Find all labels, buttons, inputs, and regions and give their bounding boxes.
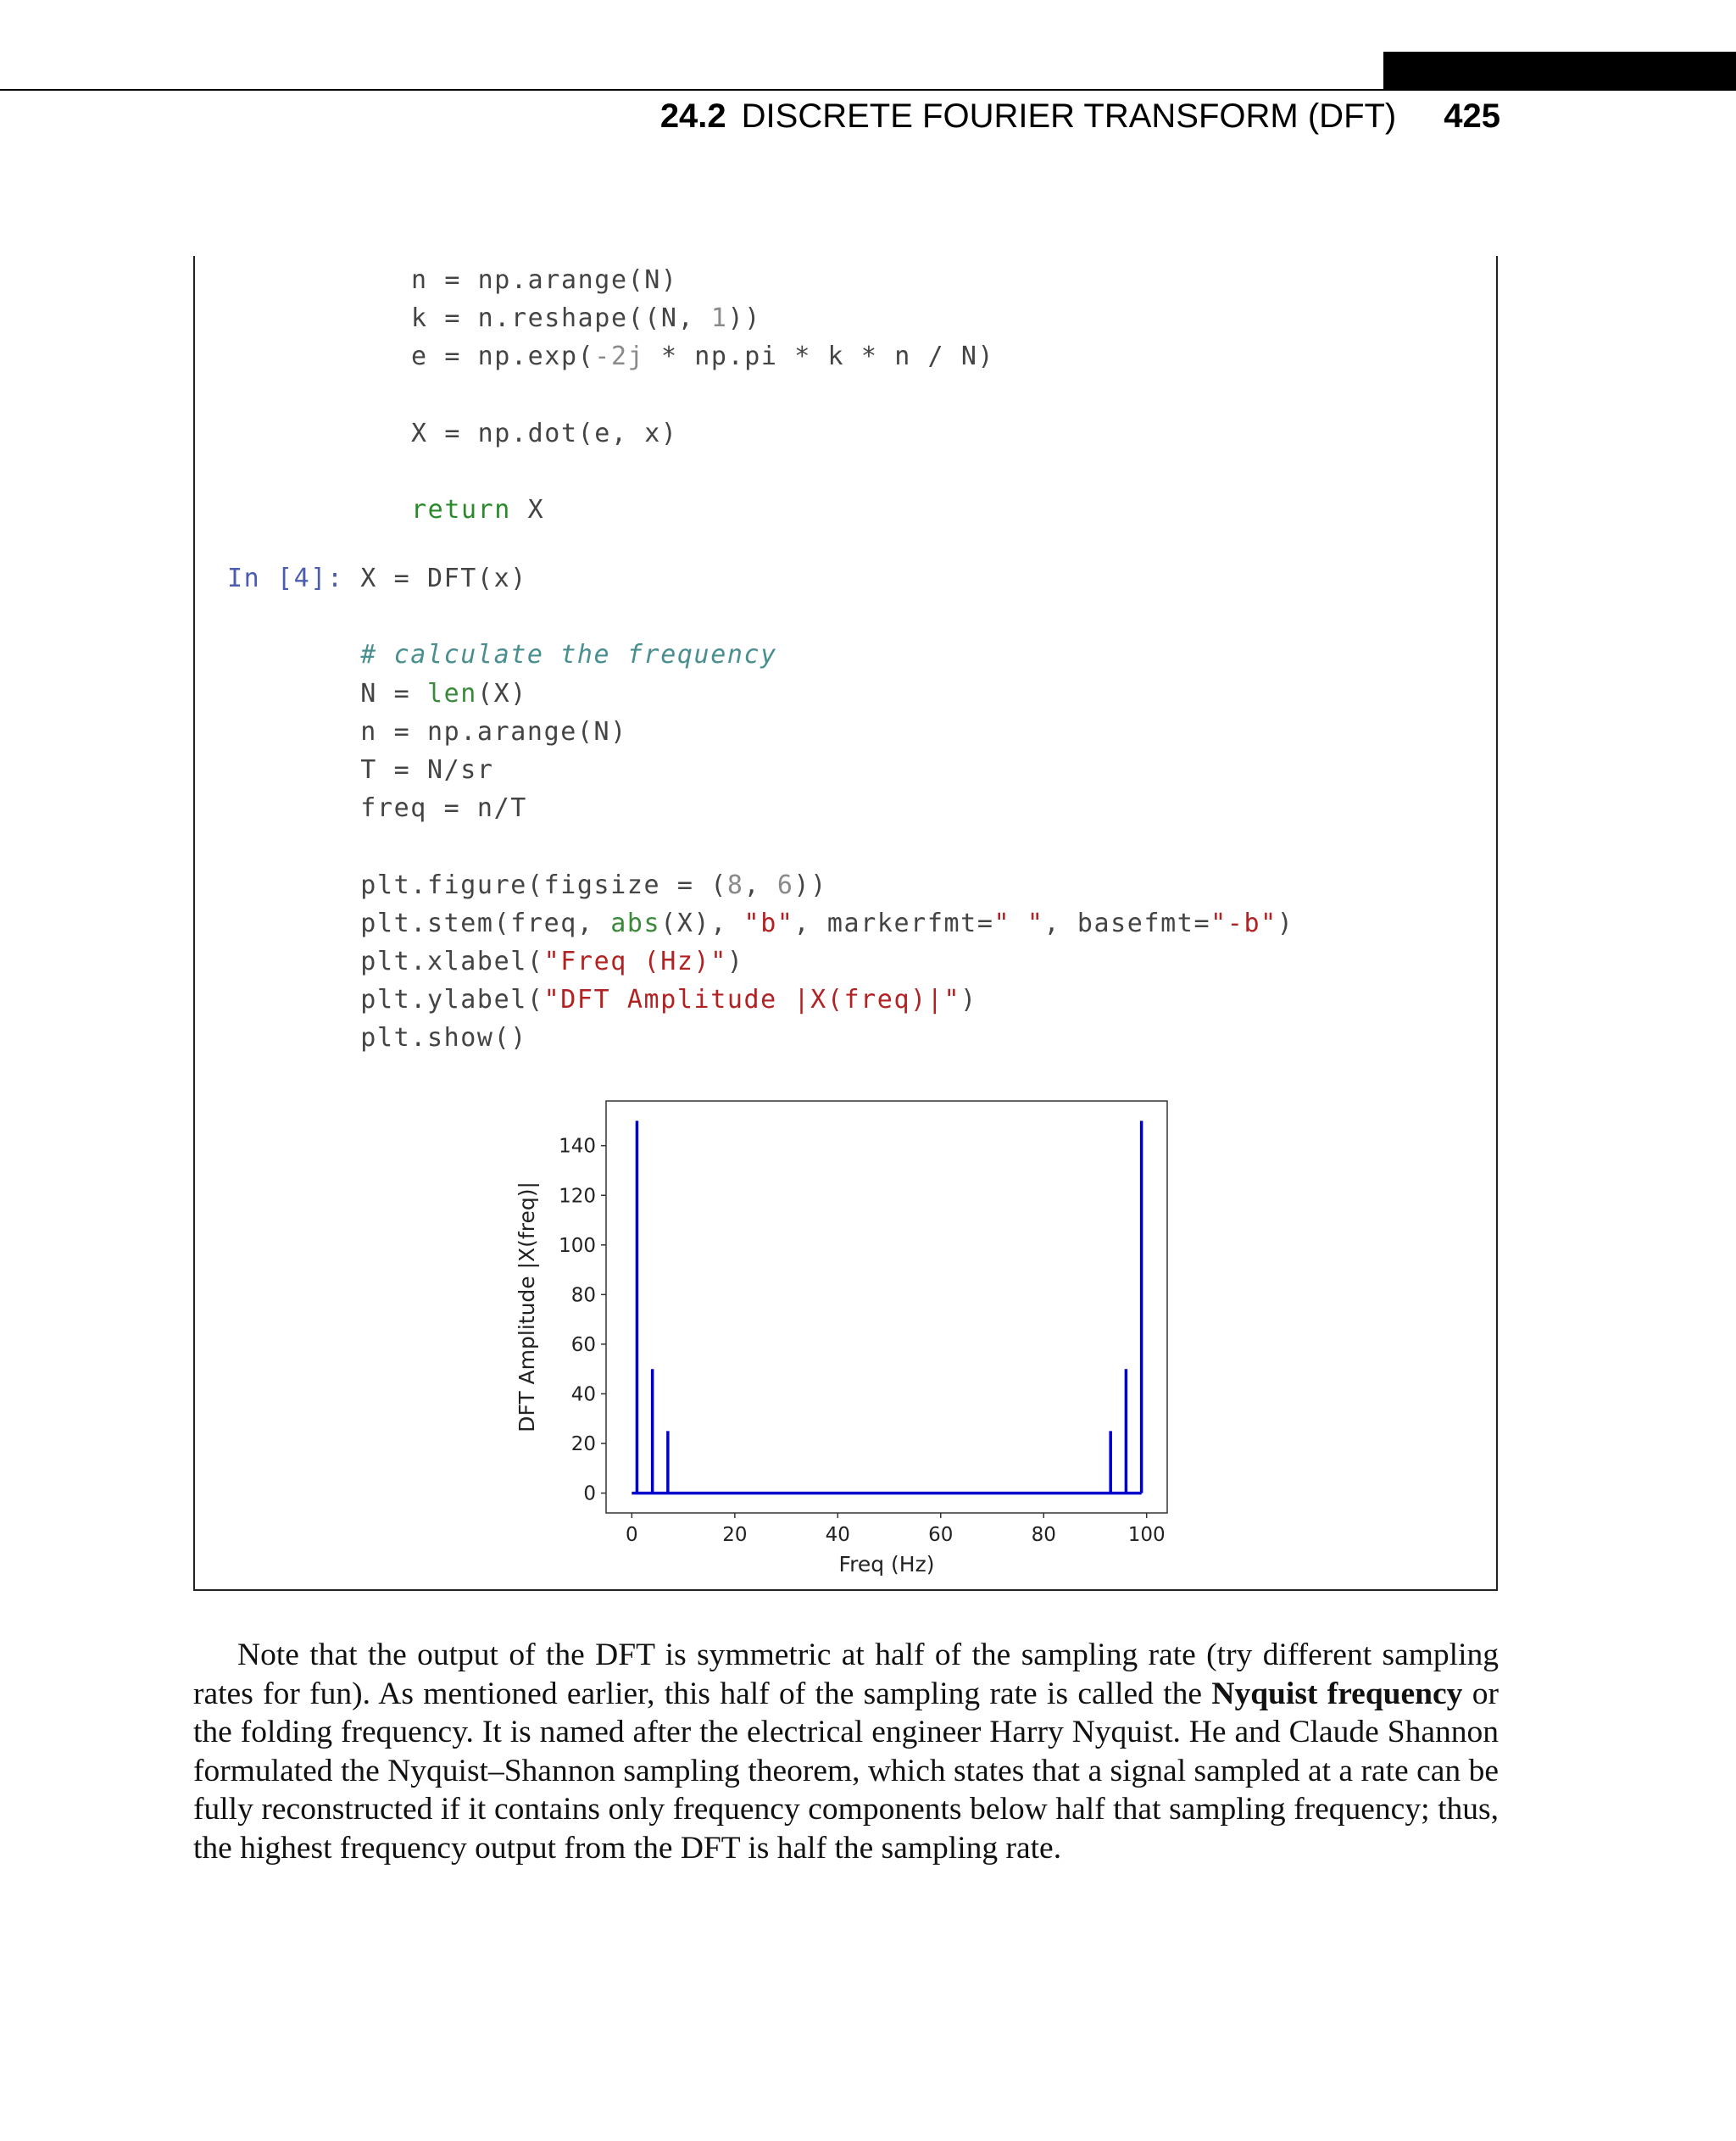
x-axis-label: Freq (Hz)	[838, 1552, 935, 1577]
y-axis-ticks	[559, 1136, 606, 1505]
code-line: plt.show()	[360, 1023, 527, 1054]
y-tick-label: 60	[570, 1333, 596, 1356]
y-tick-label: 20	[570, 1433, 596, 1456]
x-axis-ticks	[626, 1513, 1166, 1546]
code-line: T = N/sr	[360, 755, 494, 786]
y-axis-label: DFT Amplitude |X(freq)|	[515, 1182, 539, 1432]
code-line: plt.ylabel("DFT Amplitude |X(freq)|")	[360, 985, 977, 1015]
header-rule	[0, 89, 1736, 91]
x-tick-label: 60	[928, 1524, 954, 1546]
x-tick-label: 40	[825, 1524, 850, 1546]
plot-frame	[606, 1101, 1167, 1513]
code-line: In [4]: X = DFT(x)	[227, 564, 527, 593]
code-line: plt.xlabel("Freq (Hz)")	[360, 947, 744, 977]
y-tick-label: 140	[559, 1135, 596, 1158]
y-tick-label: 100	[559, 1234, 596, 1257]
x-tick-label: 0	[626, 1524, 638, 1546]
return-keyword: return	[411, 495, 511, 526]
y-tick-label: 80	[570, 1284, 596, 1307]
x-tick-label: 80	[1031, 1524, 1056, 1546]
code-line: freq = n/T	[360, 793, 527, 824]
cell-prompt: In [4]:	[227, 564, 344, 593]
page-number: 425	[1444, 97, 1500, 135]
code-cell-4	[227, 559, 1294, 1058]
section-title: DISCRETE FOURIER TRANSFORM (DFT)	[741, 97, 1397, 135]
code-comment: # calculate the frequency	[360, 640, 777, 670]
header-black-tab	[1383, 52, 1736, 90]
code-line: e = np.exp(-2j * np.pi * k * n / N)	[411, 342, 995, 372]
code-line: n = np.arange(N)	[360, 716, 627, 747]
paragraph-text: Note that the output of the DFT is symmetric at half of the sampling rate (try different sampling rates for fun). As mentioned earlier, this half of the sampling rate is called the Nyquist frequency or the folding frequency. It is named after the electrical engineer Harry Nyquist. He and Claude Shannon formulated the Nyquist–Shannon sampling theorem, which states that a signal sampled at a rate can be fully reconstructed if it contains only frequency components below half that sampling frequency; thus, the highest frequency output from the DFT is half the sampling rate.	[193, 1638, 1500, 1866]
x-tick-label: 20	[722, 1524, 748, 1546]
dft-stem-chart	[500, 1083, 1195, 1592]
code-line: N = len(X)	[360, 678, 527, 709]
bold-term: Nyquist frequency	[1211, 1676, 1463, 1711]
section-number: 24.2	[659, 97, 726, 135]
code-line: return X	[411, 495, 545, 526]
code-line: plt.figure(figsize = (8, 6))	[360, 870, 827, 900]
y-tick-label: 120	[559, 1185, 596, 1208]
running-head	[593, 95, 1500, 137]
code-function-body	[411, 261, 994, 529]
code-line: plt.stem(freq, abs(X), "b", markerfmt=" ", basefmt="-b")	[360, 908, 1294, 938]
y-tick-label: 0	[583, 1482, 596, 1505]
x-tick-label: 100	[1127, 1524, 1166, 1546]
stem-series	[632, 1121, 1141, 1493]
code-line: n = np.arange(N)	[411, 265, 678, 295]
code-line: X = np.dot(e, x)	[411, 418, 678, 448]
code-line: k = n.reshape((N, 1))	[411, 303, 761, 334]
y-tick-label: 40	[570, 1383, 596, 1406]
body-paragraph	[193, 1636, 1499, 1867]
chart-svg	[500, 1083, 1195, 1592]
